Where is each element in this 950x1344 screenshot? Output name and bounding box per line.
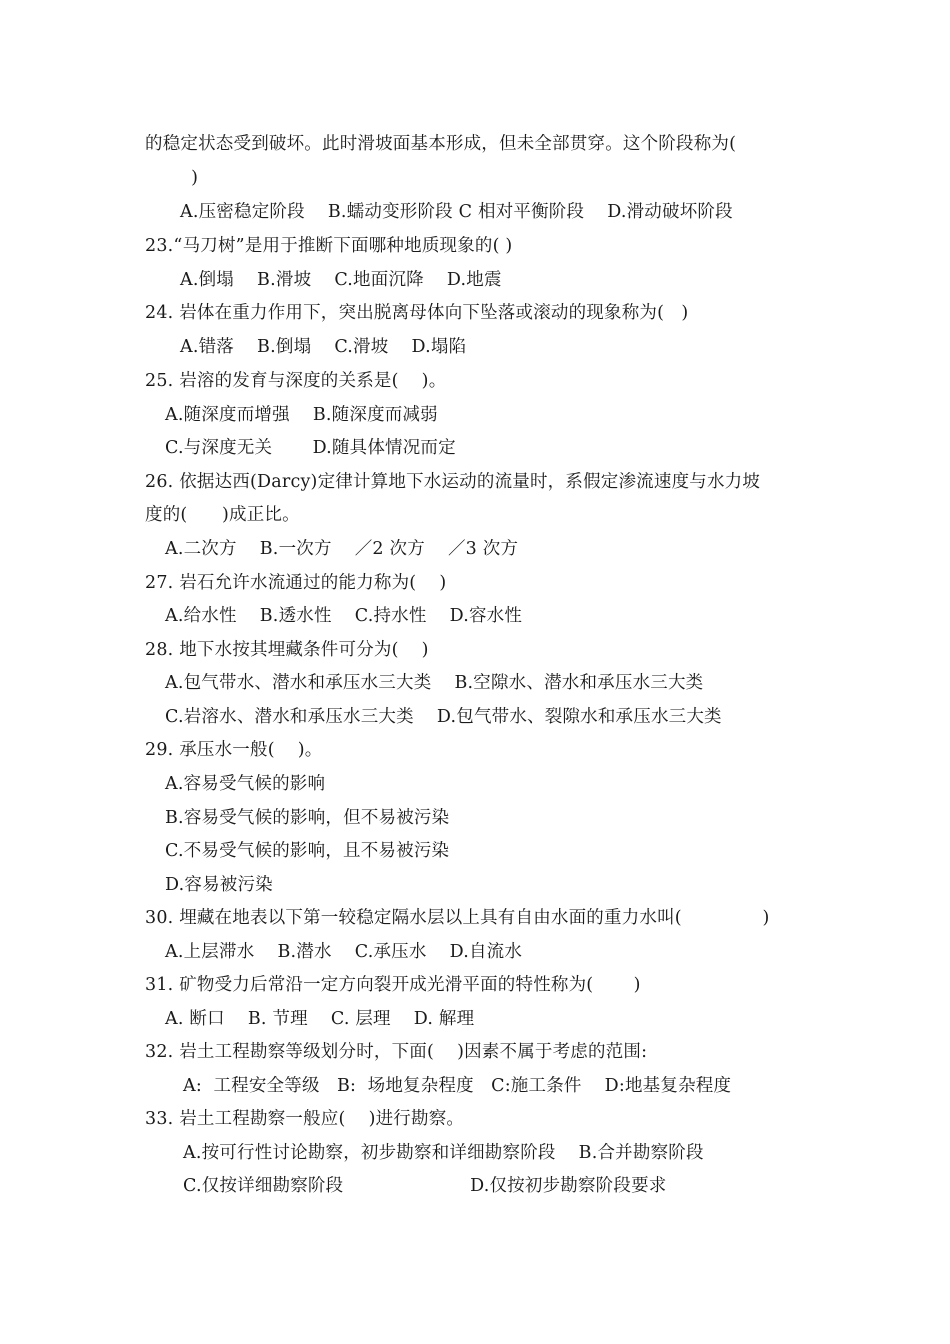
question-29: 29. 承压水一般( )。 xyxy=(145,740,323,760)
question-32-options: A: 工程安全等级 B: 场地复杂程度 C:施工条件 D:地基复杂程度 xyxy=(183,1076,732,1096)
question-33-options-cd: C.仅按详细勘察阶段 D.仅按初步勘察阶段要求 xyxy=(183,1176,667,1196)
question-26: 26. 依据达西(Darcy)定律计算地下水运动的流量时，系假定渗流速度与水力坡 xyxy=(145,472,761,492)
question-30: 30. 埋藏在地表以下第一较稳定隔水层以上具有自由水面的重力水叫( ) xyxy=(145,908,770,928)
question-29-option-c: C.不易受气候的影响，且不易被污染 xyxy=(165,841,450,861)
text-line: 的稳定状态受到破坏。此时滑坡面基本形成，但未全部贯穿。这个阶段称为( xyxy=(145,134,737,154)
question-31: 31. 矿物受力后常沿一定方向裂开成光滑平面的特性称为( ) xyxy=(145,975,641,995)
question-24-options: A.错落 B.倒塌 C.滑坡 D.塌陷 xyxy=(180,337,467,357)
question-29-option-b: B.容易受气候的影响，但不易被污染 xyxy=(165,808,450,828)
question-24: 24. 岩体在重力作用下，突出脱离母体向下坠落或滚动的现象称为( ) xyxy=(145,303,689,323)
question-29-option-d: D.容易被污染 xyxy=(165,875,273,895)
question-32: 32. 岩土工程勘察等级划分时，下面( )因素不属于考虑的范围: xyxy=(145,1042,648,1062)
question-27: 27. 岩石允许水流通过的能力称为( ) xyxy=(145,573,447,593)
question-25: 25. 岩溶的发育与深度的关系是( )。 xyxy=(145,371,447,391)
question-31-options: A. 断口 B. 节理 C. 层理 D. 解理 xyxy=(165,1009,475,1029)
question-25-options-ab: A.随深度而增强 B.随深度而减弱 xyxy=(165,405,438,425)
question-25-options-cd: C.与深度无关 D.随具体情况而定 xyxy=(165,438,456,458)
question-28-options-cd: C.岩溶水、潜水和承压水三大类 D.包气带水、裂隙水和承压水三大类 xyxy=(165,707,722,727)
question-22-options: A.压密稳定阶段 B.蠕动变形阶段 C 相对平衡阶段 D.滑动破坏阶段 xyxy=(180,202,733,222)
question-28: 28. 地下水按其埋藏条件可分为( ) xyxy=(145,640,429,660)
text-line: ) xyxy=(145,168,199,188)
question-26-cont: 度的( )成正比。 xyxy=(145,505,300,525)
question-26-options: A.二次方 B.一次方 ／2 次方 ／3 次方 xyxy=(165,539,519,559)
question-23-options: A.倒塌 B.滑坡 C.地面沉降 D.地震 xyxy=(180,270,502,290)
question-30-options: A.上层滞水 B.潜水 C.承压水 D.自流水 xyxy=(165,942,523,962)
question-29-option-a: A.容易受气候的影响 xyxy=(165,774,326,794)
question-28-options-ab: A.包气带水、潜水和承压水三大类 B.空隙水、潜水和承压水三大类 xyxy=(165,673,704,693)
question-23: 23.“马刀树”是用于推断下面哪种地质现象的( ) xyxy=(145,236,513,256)
question-33-options-ab: A.按可行性讨论勘察，初步勘察和详细勘察阶段 B.合并勘察阶段 xyxy=(183,1143,704,1163)
question-27-options: A.给水性 B.透水性 C.持水性 D.容水性 xyxy=(165,606,523,626)
question-33: 33. 岩土工程勘察一般应( )进行勘察。 xyxy=(145,1109,465,1129)
